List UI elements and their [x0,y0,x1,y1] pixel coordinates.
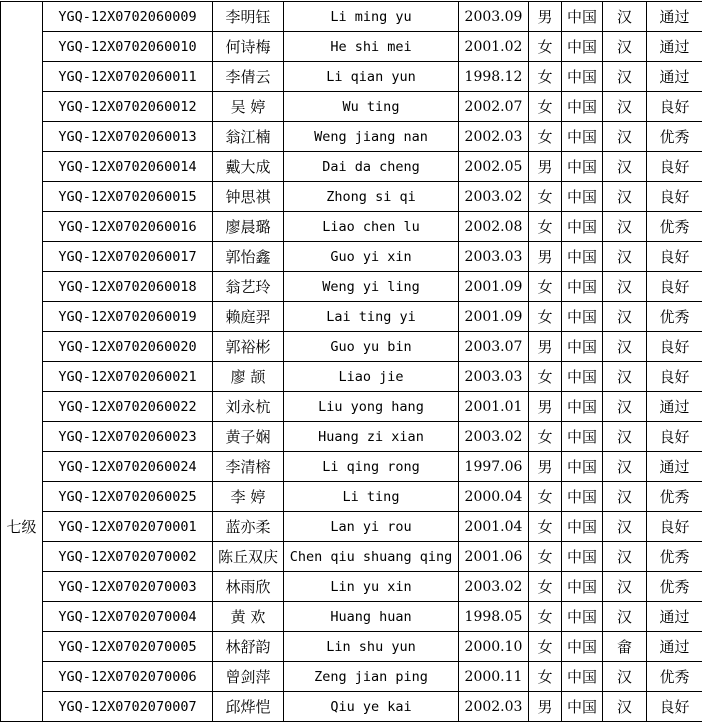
candidate-id-cell: YGQ-12X0702060020 [43,332,213,362]
name-cell: 林雨欣 [213,572,284,602]
sex-cell: 女 [529,182,562,212]
grade-cell [1,602,43,632]
table-row [1,272,702,302]
grade-cell [1,392,43,422]
sex-cell: 女 [529,362,562,392]
nationality-cell: 中国 [562,362,603,392]
pinyin-cell: Li ting [284,482,459,512]
candidate-id-cell: YGQ-12X0702060009 [43,2,213,32]
name-cell: 邱烨恺 [213,692,284,722]
result-cell: 通过 [647,2,702,32]
sex-cell: 女 [529,302,562,332]
grade-cell [1,422,43,452]
candidate-id-cell: YGQ-12X0702060019 [43,302,213,332]
result-cell: 通过 [647,32,702,62]
name-cell: 李倩云 [213,62,284,92]
ethnicity-cell: 汉 [603,32,647,62]
birth-date-cell: 2001.09 [459,302,529,332]
table-row [1,512,702,542]
result-cell: 良好 [647,692,702,722]
name-cell: 廖 颉 [213,362,284,392]
sex-cell: 女 [529,632,562,662]
birth-date-cell: 2002.07 [459,92,529,122]
ethnicity-cell: 汉 [603,212,647,242]
table-row [1,32,702,62]
result-cell: 良好 [647,242,702,272]
grade-cell [1,332,43,362]
pinyin-cell: Huang huan [284,602,459,632]
ethnicity-cell: 畲 [603,632,647,662]
candidate-id-cell: YGQ-12X0702060016 [43,212,213,242]
table-row [1,302,702,332]
candidate-id-cell: YGQ-12X0702060023 [43,422,213,452]
table-row [1,482,702,512]
ethnicity-cell: 汉 [603,392,647,422]
sex-cell: 男 [529,452,562,482]
result-cell: 通过 [647,602,702,632]
nationality-cell: 中国 [562,692,603,722]
nationality-cell: 中国 [562,332,603,362]
nationality-cell: 中国 [562,632,603,662]
table-row [1,2,702,32]
nationality-cell: 中国 [562,122,603,152]
name-cell: 林舒韵 [213,632,284,662]
candidate-id-cell: YGQ-12X0702070003 [43,572,213,602]
nationality-cell: 中国 [562,2,603,32]
candidate-id-cell: YGQ-12X0702060013 [43,122,213,152]
birth-date-cell: 2003.03 [459,362,529,392]
ethnicity-cell: 汉 [603,482,647,512]
pinyin-cell: He shi mei [284,32,459,62]
result-cell: 优秀 [647,482,702,512]
pinyin-cell: Lin shu yun [284,632,459,662]
birth-date-cell: 2001.01 [459,392,529,422]
ethnicity-cell: 汉 [603,692,647,722]
table-row [1,332,702,362]
grade-cell [1,452,43,482]
candidate-id-cell: YGQ-12X0702060025 [43,482,213,512]
pinyin-cell: Li qing rong [284,452,459,482]
table-row [1,602,702,632]
ethnicity-cell: 汉 [603,272,647,302]
pinyin-cell: Guo yi xin [284,242,459,272]
candidate-id-cell: YGQ-12X0702060014 [43,152,213,182]
sex-cell: 女 [529,272,562,302]
sex-cell: 女 [529,662,562,692]
result-cell: 良好 [647,92,702,122]
name-cell: 李 婷 [213,482,284,512]
nationality-cell: 中国 [562,272,603,302]
grade-cell [1,62,43,92]
sex-cell: 女 [529,32,562,62]
grade-cell [1,242,43,272]
result-cell: 通过 [647,392,702,422]
birth-date-cell: 2001.04 [459,512,529,542]
sex-cell: 男 [529,2,562,32]
table-row [1,242,702,272]
pinyin-cell: Weng yi ling [284,272,459,302]
table-row [1,62,702,92]
result-cell: 良好 [647,422,702,452]
ethnicity-cell: 汉 [603,122,647,152]
name-cell: 翁江楠 [213,122,284,152]
ethnicity-cell: 汉 [603,332,647,362]
ethnicity-cell: 汉 [603,302,647,332]
name-cell: 蓝亦柔 [213,512,284,542]
table-row [1,542,702,572]
grade-cell [1,272,43,302]
grade-cell [1,2,43,32]
grade-cell [1,572,43,602]
result-cell: 良好 [647,512,702,542]
table-row [1,212,702,242]
nationality-cell: 中国 [562,212,603,242]
nationality-cell: 中国 [562,182,603,212]
name-cell: 廖晨璐 [213,212,284,242]
pinyin-cell: Weng jiang nan [284,122,459,152]
candidate-id-cell: YGQ-12X0702060012 [43,92,213,122]
grade-cell [1,212,43,242]
sex-cell: 男 [529,392,562,422]
sex-cell: 男 [529,692,562,722]
grade-cell [1,362,43,392]
name-cell: 翁艺玲 [213,272,284,302]
candidate-id-cell: YGQ-12X0702060021 [43,362,213,392]
pinyin-cell: Li qian yun [284,62,459,92]
candidate-id-cell: YGQ-12X0702070007 [43,692,213,722]
pinyin-cell: Zeng jian ping [284,662,459,692]
nationality-cell: 中国 [562,302,603,332]
grade-cell [1,302,43,332]
candidate-id-cell: YGQ-12X0702060024 [43,452,213,482]
candidate-id-cell: YGQ-12X0702070001 [43,512,213,542]
pinyin-cell: Chen qiu shuang qing [284,542,459,572]
grade-cell [1,92,43,122]
name-cell: 黄子娴 [213,422,284,452]
sex-cell: 女 [529,62,562,92]
pinyin-cell: Liao chen lu [284,212,459,242]
name-cell: 李清榕 [213,452,284,482]
result-cell: 通过 [647,62,702,92]
birth-date-cell: 2003.07 [459,332,529,362]
birth-date-cell: 2001.02 [459,32,529,62]
pinyin-cell: Liu yong hang [284,392,459,422]
sex-cell: 女 [529,572,562,602]
birth-date-cell: 1998.12 [459,62,529,92]
ethnicity-cell: 汉 [603,452,647,482]
nationality-cell: 中国 [562,542,603,572]
result-cell: 良好 [647,182,702,212]
pinyin-cell: Li ming yu [284,2,459,32]
birth-date-cell: 2002.03 [459,692,529,722]
grade-cell [1,662,43,692]
nationality-cell: 中国 [562,392,603,422]
ethnicity-cell: 汉 [603,242,647,272]
result-cell: 优秀 [647,212,702,242]
candidate-id-cell: YGQ-12X0702070005 [43,632,213,662]
candidate-id-cell: YGQ-12X0702060010 [43,32,213,62]
result-cell: 良好 [647,152,702,182]
grade-cell [1,122,43,152]
pinyin-cell: Guo yu bin [284,332,459,362]
name-cell: 黄 欢 [213,602,284,632]
candidate-id-cell: YGQ-12X0702060011 [43,62,213,92]
table-row [1,362,702,392]
pinyin-cell: Huang zi xian [284,422,459,452]
student-results-table [0,1,702,722]
table-row [1,182,702,212]
grade-cell [1,632,43,662]
sex-cell: 女 [529,512,562,542]
grade-cell [1,482,43,512]
result-cell: 优秀 [647,542,702,572]
nationality-cell: 中国 [562,422,603,452]
ethnicity-cell: 汉 [603,512,647,542]
ethnicity-cell: 汉 [603,602,647,632]
result-cell: 通过 [647,452,702,482]
candidate-id-cell: YGQ-12X0702070002 [43,542,213,572]
nationality-cell: 中国 [562,242,603,272]
grade-cell [1,182,43,212]
sex-cell: 女 [529,482,562,512]
birth-date-cell: 2003.02 [459,422,529,452]
pinyin-cell: Wu ting [284,92,459,122]
pinyin-cell: Lan yi rou [284,512,459,542]
nationality-cell: 中国 [562,572,603,602]
table-row [1,392,702,422]
nationality-cell: 中国 [562,662,603,692]
grade-cell: 七级 [1,512,43,542]
pinyin-cell: Lai ting yi [284,302,459,332]
candidate-id-cell: YGQ-12X0702060017 [43,242,213,272]
name-cell: 刘永杭 [213,392,284,422]
sex-cell: 女 [529,122,562,152]
sex-cell: 男 [529,332,562,362]
nationality-cell: 中国 [562,152,603,182]
pinyin-cell: Lin yu xin [284,572,459,602]
candidate-id-cell: YGQ-12X0702070006 [43,662,213,692]
table-row [1,632,702,662]
nationality-cell: 中国 [562,62,603,92]
table-row [1,152,702,182]
nationality-cell: 中国 [562,452,603,482]
table-row [1,662,702,692]
ethnicity-cell: 汉 [603,662,647,692]
sex-cell: 女 [529,92,562,122]
ethnicity-cell: 汉 [603,152,647,182]
pinyin-cell: Dai da cheng [284,152,459,182]
name-cell: 陈丘双庆 [213,542,284,572]
candidate-id-cell: YGQ-12X0702060018 [43,272,213,302]
grade-cell [1,542,43,572]
result-cell: 良好 [647,362,702,392]
birth-date-cell: 2000.04 [459,482,529,512]
birth-date-cell: 2002.08 [459,212,529,242]
ethnicity-cell: 汉 [603,62,647,92]
table-row [1,692,702,722]
table-row [1,122,702,152]
table-row [1,92,702,122]
sex-cell: 女 [529,212,562,242]
nationality-cell: 中国 [562,602,603,632]
ethnicity-cell: 汉 [603,182,647,212]
birth-date-cell: 2002.05 [459,152,529,182]
result-cell: 优秀 [647,122,702,152]
birth-date-cell: 2001.09 [459,272,529,302]
sex-cell: 男 [529,152,562,182]
ethnicity-cell: 汉 [603,2,647,32]
birth-date-cell: 2000.10 [459,632,529,662]
result-cell: 通过 [647,632,702,662]
name-cell: 吴 婷 [213,92,284,122]
ethnicity-cell: 汉 [603,422,647,452]
nationality-cell: 中国 [562,512,603,542]
birth-date-cell: 1997.06 [459,452,529,482]
table-row [1,572,702,602]
grade-cell [1,32,43,62]
nationality-cell: 中国 [562,92,603,122]
table-row [1,452,702,482]
birth-date-cell: 1998.05 [459,602,529,632]
name-cell: 郭裕彬 [213,332,284,362]
pinyin-cell: Zhong si qi [284,182,459,212]
sex-cell: 女 [529,542,562,572]
birth-date-cell: 2000.11 [459,662,529,692]
ethnicity-cell: 汉 [603,92,647,122]
ethnicity-cell: 汉 [603,362,647,392]
grade-cell [1,692,43,722]
candidate-id-cell: YGQ-12X0702070004 [43,602,213,632]
name-cell: 钟思祺 [213,182,284,212]
name-cell: 李明钰 [213,2,284,32]
birth-date-cell: 2003.09 [459,2,529,32]
name-cell: 戴大成 [213,152,284,182]
candidate-id-cell: YGQ-12X0702060022 [43,392,213,422]
birth-date-cell: 2003.02 [459,182,529,212]
pinyin-cell: Qiu ye kai [284,692,459,722]
nationality-cell: 中国 [562,482,603,512]
pinyin-cell: Liao jie [284,362,459,392]
name-cell: 郭怡鑫 [213,242,284,272]
result-cell: 良好 [647,272,702,302]
result-cell: 良好 [647,332,702,362]
result-cell: 优秀 [647,662,702,692]
sex-cell: 女 [529,602,562,632]
birth-date-cell: 2002.03 [459,122,529,152]
birth-date-cell: 2001.06 [459,542,529,572]
ethnicity-cell: 汉 [603,542,647,572]
result-cell: 优秀 [647,302,702,332]
birth-date-cell: 2003.02 [459,572,529,602]
name-cell: 赖庭羿 [213,302,284,332]
table-row [1,422,702,452]
name-cell: 何诗梅 [213,32,284,62]
candidate-id-cell: YGQ-12X0702060015 [43,182,213,212]
result-cell: 优秀 [647,572,702,602]
nationality-cell: 中国 [562,32,603,62]
sex-cell: 男 [529,242,562,272]
birth-date-cell: 2003.03 [459,242,529,272]
ethnicity-cell: 汉 [603,572,647,602]
grade-cell [1,152,43,182]
sex-cell: 女 [529,422,562,452]
name-cell: 曾剑萍 [213,662,284,692]
